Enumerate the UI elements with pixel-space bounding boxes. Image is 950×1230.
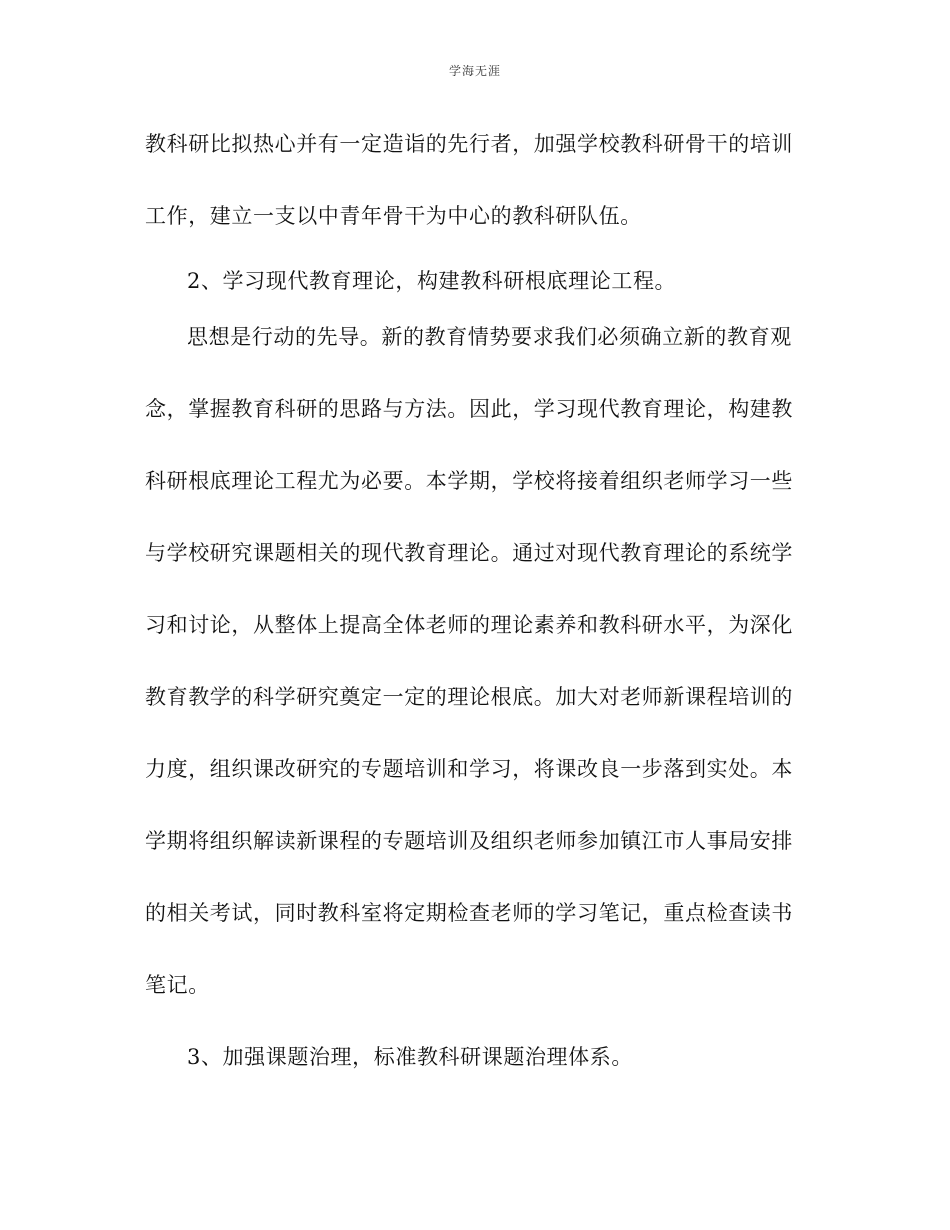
paragraph-line: 学期将组织解读新课程的专题培训及组织老师参加镇江市人事局安排	[145, 829, 793, 853]
paragraph-line: 力度，组织课改研究的专题培训和学习，将课改良一步落到实处。本	[145, 757, 793, 781]
paragraph-line: 习和讨论，从整体上提高全体老师的理论素养和教科研水平，为深化	[145, 613, 793, 637]
paragraph-line: 教科研比拟热心并有一定造诣的先行者，加强学校教科研骨干的培训	[145, 132, 793, 156]
paragraph-line: 科研根底理论工程尤为必要。本学期，学校将接着组织老师学习一些	[145, 469, 793, 493]
section-heading-3: 3、加强课题治理，标准教科研课题治理体系。	[187, 1045, 633, 1069]
paragraph-line: 念，掌握教育科研的思路与方法。因此，学习现代教育理论，构建教	[145, 397, 793, 421]
paragraph-line: 的相关考试，同时教科室将定期检查老师的学习笔记，重点检查读书	[145, 901, 793, 925]
section-heading-2: 2、学习现代教育理论，构建教科研根底理论工程。	[187, 269, 677, 293]
paragraph-line: 笔记。	[145, 973, 210, 997]
paragraph-line: 思想是行动的先导。新的教育情势要求我们必须确立新的教育观	[187, 325, 792, 349]
paragraph-line: 与学校研究课题相关的现代教育理论。通过对现代教育理论的系统学	[145, 541, 793, 565]
paragraph-line: 教育教学的科学研究奠定一定的理论根底。加大对老师新课程培训的	[145, 685, 793, 709]
paragraph-line: 工作，建立一支以中青年骨干为中心的教科研队伍。	[145, 204, 642, 228]
page-header: 学海无涯	[448, 64, 501, 78]
